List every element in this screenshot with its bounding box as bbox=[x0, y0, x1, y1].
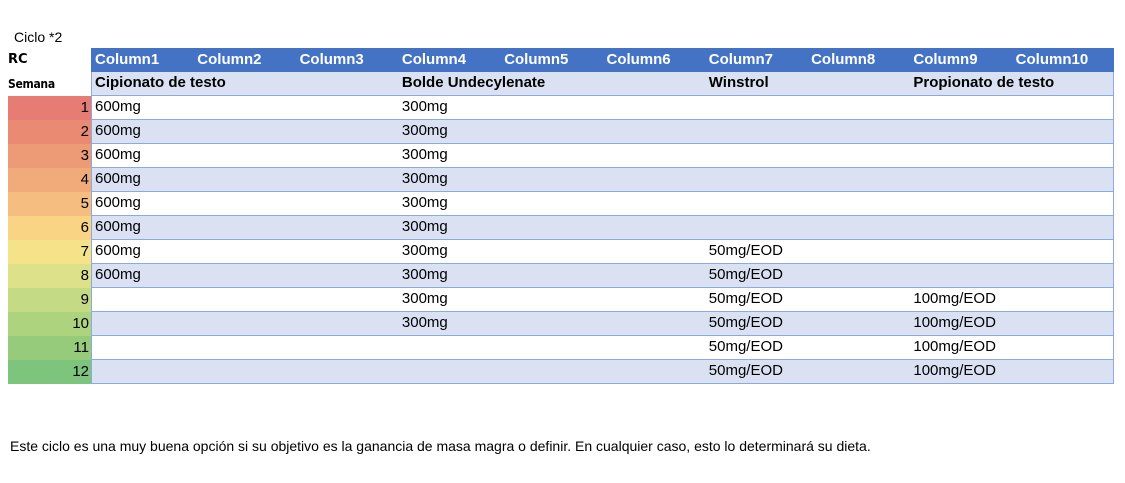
table-cell[interactable]: 50mg/EOD bbox=[708, 266, 783, 283]
table-cell[interactable] bbox=[92, 288, 194, 311]
table-cell[interactable] bbox=[297, 192, 399, 215]
table-cell[interactable] bbox=[808, 120, 910, 143]
table-cell[interactable] bbox=[910, 264, 1012, 287]
table-cell[interactable] bbox=[297, 360, 399, 383]
table-cell[interactable] bbox=[194, 264, 296, 287]
table-cell[interactable] bbox=[1013, 312, 1115, 335]
table-cell[interactable] bbox=[297, 240, 399, 263]
column-header-10[interactable]: Column10 bbox=[1015, 51, 1089, 68]
table-cell[interactable] bbox=[92, 360, 194, 383]
table-cell[interactable] bbox=[501, 240, 603, 263]
week-number: 12 bbox=[8, 360, 91, 384]
table-cell[interactable] bbox=[501, 312, 603, 335]
table-cell[interactable] bbox=[194, 216, 296, 239]
footer-note: Este ciclo es una muy buena opción si su objetivo es la ganancia de masa magra o definir. En cualquier caso, esto lo determinará su dieta. bbox=[10, 438, 871, 454]
table-cell[interactable] bbox=[808, 96, 910, 119]
table-cell[interactable] bbox=[808, 144, 910, 167]
table-cell[interactable]: 50mg/EOD bbox=[708, 290, 783, 307]
table-row bbox=[91, 168, 1114, 192]
table-cell[interactable] bbox=[706, 96, 808, 119]
table-cell[interactable] bbox=[910, 168, 1012, 191]
table-cell[interactable] bbox=[1013, 216, 1115, 239]
week-number: 4 bbox=[8, 168, 91, 192]
table-cell[interactable] bbox=[1013, 264, 1115, 287]
table-cell[interactable] bbox=[603, 288, 705, 311]
week-number: 9 bbox=[8, 288, 91, 312]
table-cell[interactable] bbox=[194, 192, 296, 215]
table-cell[interactable] bbox=[297, 264, 399, 287]
table-cell[interactable] bbox=[808, 336, 910, 359]
table-cell[interactable] bbox=[194, 312, 296, 335]
column-header-4[interactable]: Column4 bbox=[401, 51, 467, 68]
week-number: 5 bbox=[8, 192, 91, 216]
column-header-3[interactable]: Column3 bbox=[299, 51, 364, 68]
table-cell[interactable] bbox=[501, 336, 603, 359]
table-cell[interactable] bbox=[910, 240, 1012, 263]
table-row bbox=[91, 192, 1114, 216]
table-cell[interactable] bbox=[910, 216, 1012, 239]
column-header-5[interactable]: Column5 bbox=[504, 51, 569, 68]
table-cell[interactable]: 300mg bbox=[401, 194, 448, 211]
table-cell[interactable] bbox=[910, 120, 1012, 143]
table-cell[interactable]: 300mg bbox=[401, 122, 448, 139]
table-cell[interactable] bbox=[706, 168, 808, 191]
table-cell[interactable] bbox=[808, 168, 910, 191]
table-cell[interactable]: 100mg/EOD bbox=[913, 338, 996, 355]
table-row bbox=[91, 360, 1114, 384]
table-cell[interactable]: 50mg/EOD bbox=[708, 362, 783, 379]
table-cell[interactable] bbox=[808, 192, 910, 215]
table-cell[interactable] bbox=[194, 240, 296, 263]
table-row bbox=[91, 240, 1114, 264]
table-cell[interactable] bbox=[706, 192, 808, 215]
table-cell[interactable] bbox=[808, 216, 910, 239]
table-cell[interactable] bbox=[501, 216, 603, 239]
table-cell[interactable] bbox=[297, 216, 399, 239]
table-cell[interactable]: 600mg bbox=[95, 170, 141, 187]
table-cell[interactable] bbox=[603, 144, 705, 167]
table-cell[interactable] bbox=[706, 120, 808, 143]
column-header-7[interactable]: Column7 bbox=[708, 51, 773, 68]
table-cell[interactable] bbox=[1013, 192, 1115, 215]
table-row bbox=[91, 216, 1114, 240]
table-cell[interactable] bbox=[910, 192, 1012, 215]
table-row bbox=[91, 120, 1114, 144]
table-cell[interactable] bbox=[1013, 360, 1115, 383]
table-cell[interactable]: 600mg bbox=[95, 98, 141, 115]
table-cell[interactable] bbox=[297, 96, 399, 119]
table-cell[interactable]: 300mg bbox=[401, 290, 448, 307]
table-cell[interactable]: 300mg bbox=[401, 314, 448, 331]
table-cell[interactable] bbox=[603, 360, 705, 383]
compound-label bbox=[603, 72, 705, 95]
table-cell[interactable] bbox=[194, 288, 296, 311]
table-cell[interactable] bbox=[603, 168, 705, 191]
table-cell[interactable] bbox=[501, 192, 603, 215]
table-row bbox=[91, 96, 1114, 120]
table-cell[interactable] bbox=[501, 168, 603, 191]
table-cell[interactable] bbox=[297, 144, 399, 167]
table-cell[interactable] bbox=[501, 288, 603, 311]
table-cell[interactable] bbox=[603, 336, 705, 359]
table-cell[interactable]: 50mg/EOD bbox=[708, 314, 783, 331]
table-cell[interactable] bbox=[1013, 96, 1115, 119]
column-header-9[interactable]: Column9 bbox=[913, 51, 978, 68]
table-cell[interactable] bbox=[706, 216, 808, 239]
week-number: 6 bbox=[8, 216, 91, 240]
table-cell[interactable]: 300mg bbox=[401, 266, 448, 283]
column-header-2[interactable]: Column2 bbox=[197, 51, 262, 68]
table-cell[interactable]: 100mg/EOD bbox=[913, 290, 996, 307]
compound-label: Cipionato de testo bbox=[95, 74, 226, 91]
table-cell[interactable] bbox=[808, 312, 910, 335]
table-cell[interactable] bbox=[603, 216, 705, 239]
table-cell[interactable] bbox=[1013, 120, 1115, 143]
table-cell[interactable]: 300mg bbox=[401, 146, 448, 163]
table-row bbox=[91, 144, 1114, 168]
compound-label: Winstrol bbox=[708, 74, 769, 91]
week-number: 8 bbox=[8, 264, 91, 288]
table-cell[interactable] bbox=[194, 336, 296, 359]
table-cell[interactable]: 300mg bbox=[401, 170, 448, 187]
column-header-6[interactable]: Column6 bbox=[606, 51, 671, 68]
table-cell[interactable] bbox=[297, 312, 399, 335]
compound-label: Bolde Undecylenate bbox=[401, 74, 546, 91]
rc-header: RC bbox=[8, 52, 28, 67]
table-cell[interactable]: 50mg/EOD bbox=[708, 338, 783, 355]
table-cell[interactable] bbox=[194, 168, 296, 191]
cycle-title: Ciclo *2 bbox=[14, 29, 63, 45]
table-cell[interactable] bbox=[399, 336, 501, 359]
table-cell[interactable] bbox=[1013, 240, 1115, 263]
table-cell[interactable] bbox=[808, 288, 910, 311]
week-number: 10 bbox=[8, 312, 91, 336]
table-cell[interactable] bbox=[603, 96, 705, 119]
week-number-list bbox=[8, 96, 91, 384]
table-cell[interactable] bbox=[808, 240, 910, 263]
table-cell[interactable] bbox=[92, 312, 194, 335]
table-cell[interactable] bbox=[92, 336, 194, 359]
table-cell[interactable] bbox=[808, 360, 910, 383]
table-body bbox=[91, 96, 1114, 384]
table-row bbox=[91, 264, 1114, 288]
dosage-table bbox=[91, 48, 1114, 384]
table-cell[interactable] bbox=[297, 336, 399, 359]
table-cell[interactable] bbox=[1013, 144, 1115, 167]
table-cell[interactable] bbox=[297, 288, 399, 311]
table-cell[interactable]: 600mg bbox=[95, 242, 141, 259]
column-header-1[interactable]: Column1 bbox=[95, 51, 160, 68]
table-cell[interactable] bbox=[501, 144, 603, 167]
compound-label bbox=[808, 72, 910, 95]
table-cell[interactable]: 600mg bbox=[95, 194, 141, 211]
semana-header: Semana bbox=[8, 77, 55, 91]
table-cell[interactable] bbox=[1013, 168, 1115, 191]
table-row bbox=[91, 336, 1114, 360]
table-cell[interactable] bbox=[603, 192, 705, 215]
table-cell[interactable] bbox=[297, 168, 399, 191]
table-cell[interactable] bbox=[603, 120, 705, 143]
table-cell[interactable] bbox=[194, 360, 296, 383]
table-cell[interactable]: 300mg bbox=[401, 218, 448, 235]
week-number: 3 bbox=[8, 144, 91, 168]
compound-label bbox=[501, 72, 603, 95]
table-row bbox=[91, 312, 1114, 336]
table-cell[interactable] bbox=[194, 96, 296, 119]
compound-label-row bbox=[91, 72, 1114, 96]
table-cell[interactable]: 50mg/EOD bbox=[708, 242, 783, 259]
week-column bbox=[8, 48, 91, 384]
table-cell[interactable] bbox=[194, 120, 296, 143]
column-header-8[interactable]: Column8 bbox=[811, 51, 876, 68]
table-cell[interactable] bbox=[706, 144, 808, 167]
week-number: 11 bbox=[8, 336, 91, 360]
compound-label bbox=[194, 72, 296, 95]
compound-label bbox=[297, 72, 399, 95]
table-cell[interactable]: 300mg bbox=[401, 242, 448, 259]
table-cell[interactable] bbox=[501, 96, 603, 119]
table-cell[interactable]: 600mg bbox=[95, 218, 141, 235]
table-cell[interactable] bbox=[194, 144, 296, 167]
table-cell[interactable] bbox=[399, 360, 501, 383]
table-cell[interactable]: 100mg/EOD bbox=[913, 362, 996, 379]
table-cell[interactable]: 300mg bbox=[401, 98, 448, 115]
table-cell[interactable] bbox=[501, 264, 603, 287]
week-number: 2 bbox=[8, 120, 91, 144]
table-cell[interactable] bbox=[501, 360, 603, 383]
week-number: 7 bbox=[8, 240, 91, 264]
compound-label: Propionato de testo bbox=[913, 74, 1055, 91]
table-cell[interactable] bbox=[910, 144, 1012, 167]
table-cell[interactable]: 600mg bbox=[95, 146, 141, 163]
table-cell[interactable] bbox=[603, 240, 705, 263]
table-cell[interactable] bbox=[603, 312, 705, 335]
table-cell[interactable] bbox=[1013, 288, 1115, 311]
table-cell[interactable] bbox=[910, 96, 1012, 119]
table-cell[interactable] bbox=[501, 120, 603, 143]
compound-label bbox=[1013, 72, 1115, 95]
table-cell[interactable]: 600mg bbox=[95, 122, 141, 139]
table-cell[interactable] bbox=[603, 264, 705, 287]
week-number: 1 bbox=[8, 96, 91, 120]
table-header-row bbox=[91, 48, 1114, 72]
table-row bbox=[91, 288, 1114, 312]
table-cell[interactable] bbox=[297, 120, 399, 143]
table-cell[interactable]: 100mg/EOD bbox=[913, 314, 996, 331]
table-cell[interactable] bbox=[1013, 336, 1115, 359]
table-cell[interactable]: 600mg bbox=[95, 266, 141, 283]
table-cell[interactable] bbox=[808, 264, 910, 287]
